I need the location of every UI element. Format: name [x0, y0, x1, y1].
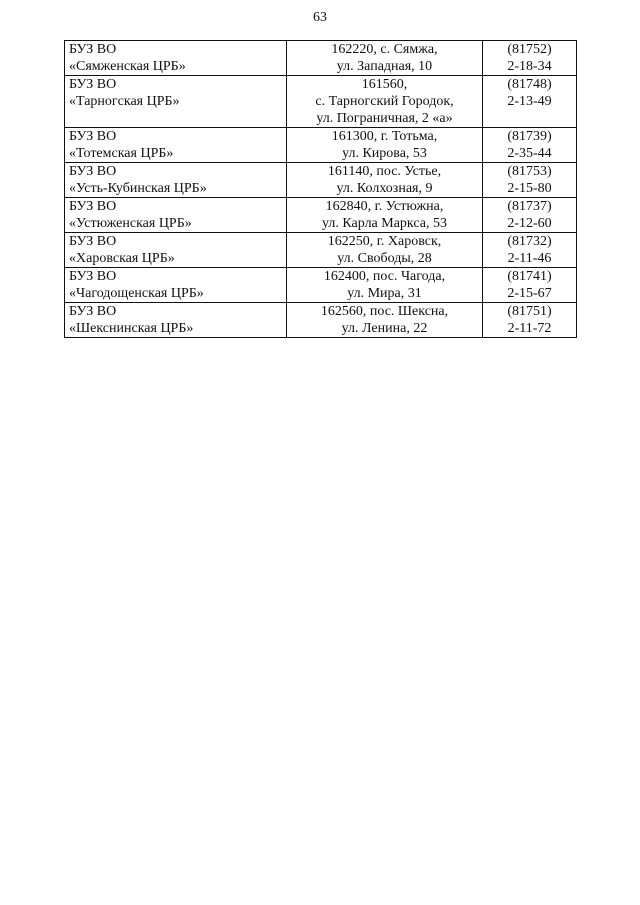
address-line: ул. Карла Маркса, 53	[322, 216, 447, 231]
address-cell	[287, 128, 483, 163]
hospital-name: «Тотемская ЦРБ»	[69, 146, 174, 161]
page-number: 63	[313, 10, 327, 25]
table-row	[65, 198, 577, 233]
address-line: ул. Ленина, 22	[341, 321, 428, 336]
address-line: 162250, г. Харовск,	[327, 234, 442, 249]
table-row	[65, 163, 577, 198]
address-line: с. Тарногский Городок,	[315, 94, 454, 109]
table-row	[65, 303, 577, 338]
phone-code: (81732)	[507, 234, 552, 249]
org-type: БУЗ ВО	[69, 304, 117, 319]
phone-cell	[483, 268, 577, 303]
address-line: ул. Пограничная, 2 «а»	[316, 111, 453, 126]
address-line: 161300, г. Тотьма,	[331, 129, 438, 144]
hospital-name-cell	[65, 128, 287, 163]
phone-code: (81739)	[507, 129, 552, 144]
address-line: ул. Западная, 10	[336, 59, 433, 74]
hospital-table-body	[65, 41, 577, 338]
phone-cell	[483, 128, 577, 163]
address-line: 162400, пос. Чагода,	[323, 269, 446, 284]
address-cell	[287, 268, 483, 303]
phone-cell	[483, 303, 577, 338]
phone-code: (81741)	[507, 269, 552, 284]
org-type: БУЗ ВО	[69, 234, 117, 249]
hospital-name: «Чагодощенская ЦРБ»	[69, 286, 204, 301]
phone-cell	[483, 163, 577, 198]
phone-number: 2-35-44	[507, 146, 552, 161]
phone-number: 2-12-60	[507, 216, 552, 231]
hospital-name-cell	[65, 198, 287, 233]
address-line: 161560,	[361, 77, 408, 92]
phone-number: 2-13-49	[507, 94, 552, 109]
address-cell	[287, 233, 483, 268]
hospital-name-cell	[65, 76, 287, 128]
hospital-table	[64, 40, 577, 338]
address-line: ул. Мира, 31	[347, 286, 422, 301]
hospital-name-cell	[65, 268, 287, 303]
phone-number: 2-18-34	[507, 59, 552, 74]
org-type: БУЗ ВО	[69, 77, 117, 92]
address-line: 162840, г. Устюжна,	[325, 199, 444, 214]
hospital-name: «Харовская ЦРБ»	[69, 251, 175, 266]
table-row	[65, 128, 577, 163]
phone-code: (81748)	[507, 77, 552, 92]
phone-cell	[483, 198, 577, 233]
org-type: БУЗ ВО	[69, 129, 117, 144]
phone-code: (81752)	[507, 42, 552, 57]
address-line: 161140, пос. Устье,	[327, 164, 442, 179]
phone-number: 2-11-46	[507, 251, 552, 266]
address-cell	[287, 76, 483, 128]
hospital-name: «Сямженская ЦРБ»	[69, 59, 186, 74]
org-type: БУЗ ВО	[69, 269, 117, 284]
hospital-name-cell	[65, 303, 287, 338]
table-row	[65, 41, 577, 76]
address-line: 162220, с. Сямжа,	[331, 42, 438, 57]
org-type: БУЗ ВО	[69, 164, 117, 179]
phone-code: (81753)	[507, 164, 552, 179]
hospital-name-cell	[65, 163, 287, 198]
phone-code: (81737)	[507, 199, 552, 214]
org-type: БУЗ ВО	[69, 199, 117, 214]
address-line: ул. Свободы, 28	[337, 251, 432, 266]
phone-code: (81751)	[507, 304, 552, 319]
address-line: ул. Колхозная, 9	[336, 181, 433, 196]
address-cell	[287, 163, 483, 198]
phone-number: 2-15-80	[507, 181, 552, 196]
hospital-name-cell	[65, 41, 287, 76]
table-row	[65, 233, 577, 268]
hospital-name: «Устюженская ЦРБ»	[69, 216, 192, 231]
org-type: БУЗ ВО	[69, 42, 117, 57]
hospital-name-cell	[65, 233, 287, 268]
phone-cell	[483, 76, 577, 128]
address-cell	[287, 41, 483, 76]
phone-number: 2-15-67	[507, 286, 552, 301]
phone-cell	[483, 41, 577, 76]
address-line: ул. Кирова, 53	[342, 146, 427, 161]
table-row	[65, 76, 577, 128]
phone-number: 2-11-72	[507, 321, 552, 336]
hospital-name: «Усть-Кубинская ЦРБ»	[69, 181, 207, 196]
table-row	[65, 268, 577, 303]
phone-cell	[483, 233, 577, 268]
address-line: 162560, пос. Шексна,	[320, 304, 449, 319]
address-cell	[287, 303, 483, 338]
hospital-name: «Тарногская ЦРБ»	[69, 94, 180, 109]
hospital-name: «Шекснинская ЦРБ»	[69, 321, 194, 336]
address-cell	[287, 198, 483, 233]
